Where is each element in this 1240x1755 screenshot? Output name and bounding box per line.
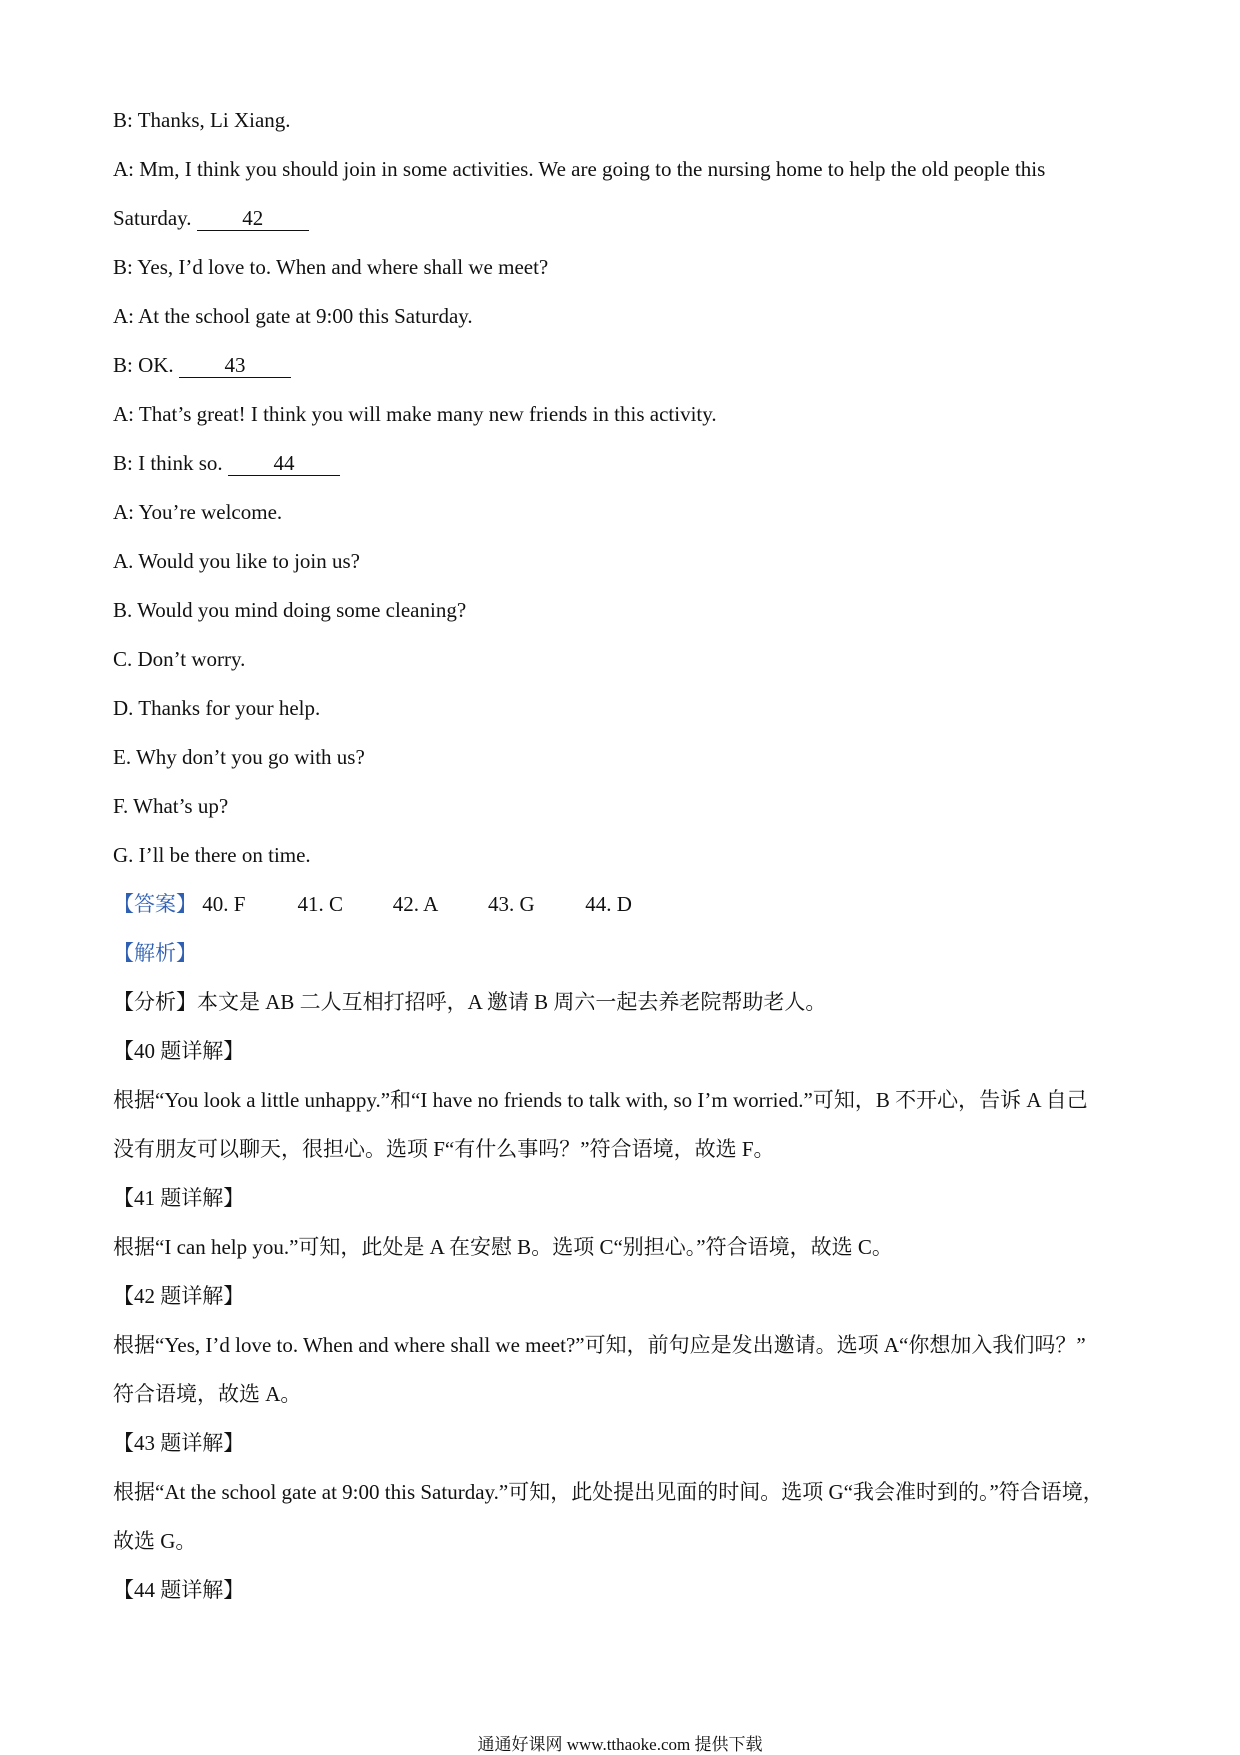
- q43-heading: 【43 题详解】: [113, 1431, 245, 1455]
- dialogue-text: B: OK.: [113, 353, 174, 377]
- dialogue-line-2: A: Mm, I think you should join in some activities. We are going to the nursing home to help the old people this: [113, 157, 1046, 181]
- answer-label: 【答案】: [113, 892, 197, 916]
- blank-44: 44: [228, 451, 340, 476]
- option-g: G. I’ll be there on time.: [113, 843, 311, 867]
- dialogue-line-6: [113, 351, 291, 379]
- q40-text-1: 根据“You look a little unhappy.”和“I have no friends to talk with, so I’m worried.”可知，B 不开心，告诉 A 自己: [113, 1088, 1088, 1112]
- option-a: A. Would you like to join us?: [113, 549, 360, 573]
- q40-text-2: 没有朋友可以聊天，很担心。选项 F“有什么事吗？”符合语境，故选 F。: [113, 1137, 775, 1161]
- blank-43: 43: [179, 353, 291, 378]
- dialogue-line-7: A: That’s great! I think you will make many new friends in this activity.: [113, 402, 717, 426]
- answer-43: 43. G: [488, 892, 535, 916]
- analysis-label: 【解析】: [113, 941, 197, 965]
- summary: 【分析】本文是 AB 二人互相打招呼，A 邀请 B 周六一起去养老院帮助老人。: [113, 990, 827, 1014]
- page-footer: 通通好课网 www.tthaoke.com 提供下载: [477, 1735, 763, 1754]
- q40-heading: 【40 题详解】: [113, 1039, 245, 1063]
- option-d: D. Thanks for your help.: [113, 696, 321, 720]
- answer-42: 42. A: [392, 892, 439, 916]
- dialogue-line-8: [113, 449, 340, 477]
- dialogue-line-9: A: You’re welcome.: [113, 500, 283, 524]
- dialogue-text: B: I think so.: [113, 451, 223, 475]
- dialogue-line-3: [113, 204, 309, 232]
- dialogue-line-5: A: At the school gate at 9:00 this Saturday.: [113, 304, 473, 328]
- blank-42: 42: [197, 206, 309, 231]
- dialogue-text: Saturday.: [113, 206, 192, 230]
- q42-text-1: 根据“Yes, I’d love to. When and where shall we meet?”可知，前句应是发出邀请。选项 A“你想加入我们吗？”: [113, 1333, 1086, 1357]
- q42-text-2: 符合语境，故选 A。: [113, 1382, 302, 1406]
- option-c: C. Don’t worry.: [113, 647, 246, 671]
- answer-41: 41. C: [297, 892, 344, 916]
- q43-text-1: 根据“At the school gate at 9:00 this Saturday.”可知，此处提出见面的时间。选项 G“我会准时到的。”符合语境，: [113, 1480, 1104, 1504]
- q43-text-2: 故选 G。: [113, 1529, 197, 1553]
- answer-row: [113, 890, 632, 918]
- dialogue-line-4: B: Yes, I’d love to. When and where shall we meet?: [113, 255, 549, 279]
- answer-44: 44. D: [585, 892, 632, 916]
- answer-40: 40. F: [202, 892, 246, 916]
- q44-heading: 【44 题详解】: [113, 1578, 245, 1602]
- dialogue-line-1: B: Thanks, Li Xiang.: [113, 108, 291, 132]
- option-e: E. Why don’t you go with us?: [113, 745, 365, 769]
- q41-text-1: 根据“I can help you.”可知，此处是 A 在安慰 B。选项 C“别担心。”符合语境，故选 C。: [113, 1235, 893, 1259]
- q42-heading: 【42 题详解】: [113, 1284, 245, 1308]
- option-f: F. What’s up?: [113, 794, 229, 818]
- q41-heading: 【41 题详解】: [113, 1186, 245, 1210]
- option-b: B. Would you mind doing some cleaning?: [113, 598, 467, 622]
